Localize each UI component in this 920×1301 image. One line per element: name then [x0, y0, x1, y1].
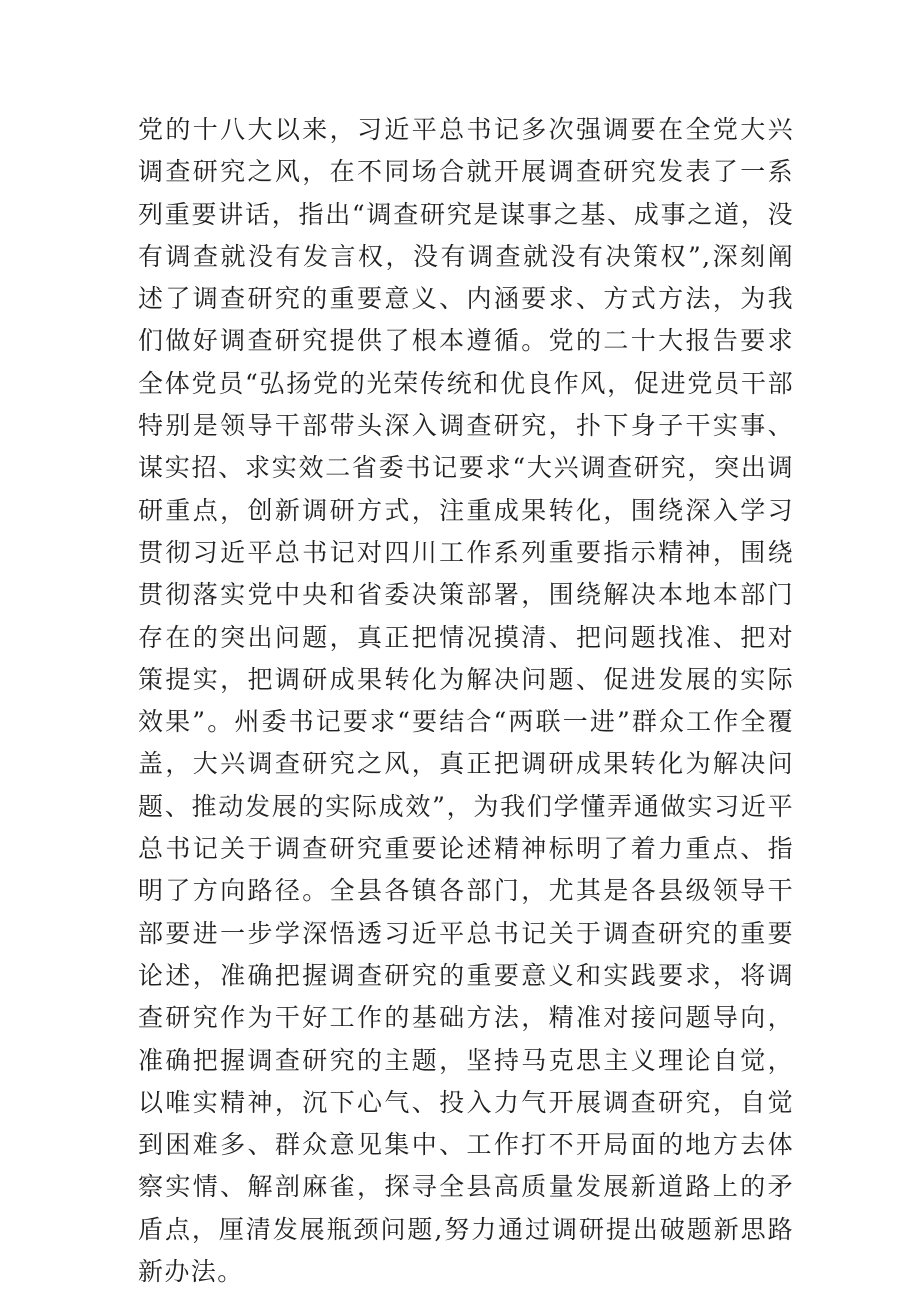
body-paragraph: 党的十八大以来，习近平总书记多次强调要在全党大兴调查研究之风，在不同场合就开展调查研究发表了一系列重要讲话，指出“调查研究是谋事之基、成事之道，没有调查就没有发言权，没有调查就没有决策权”,深刻阐述了调查研究的重要意义、内涵要求、方式方法，为我们做好调查研究提供了根本遵循。党的二十大报告要求全体党员“弘扬党的光荣传统和优良作风，促进党员干部特别是领导干部带头深入调查研究，扑下身子干实事、谋实招、求实效二省委书记要求“大兴调查研究，突出调研重点，创新调研方式，注重成果转化，围绕深入学习贯彻习近平总书记对四川工作系列重要指示精神，围绕贯彻落实党中央和省委决策部署，围绕解决本地本部门存在的突出问题，真正把情况摸清、把问题找准、把对策提实，把调研成果转化为解决问题、促进发展的实际效果”。州委书记要求“要结合“两联一进”群众工作全覆盖，大兴调查研究之风，真正把调研成果转化为解决问题、推动发展的实际成效”，为我们学懂弄通做实习近平总书记关于调查研究重要论述精神标明了着力重点、指明了方向路径。全县各镇各部门，尤其是各县级领导干部要进一步学深悟透习近平总书记关于调查研究的重要论述，准确把握调查研究的重要意义和实践要求，将调查研究作为干好工作的基础方法，精准对接问题导向，准确把握调查研究的主题，坚持马克思主义理论自觉，以唯实精神，沉下心气、投入力气开展调查研究，自觉到困难多、群众意见集中、工作打不开局面的地方去体察实情、解剖麻雀，探寻全县高质量发展新道路上的矛盾点，厘清发展瓶颈问题,努力通过调研提出破题新思路新办法。 — [138, 115, 794, 1287]
